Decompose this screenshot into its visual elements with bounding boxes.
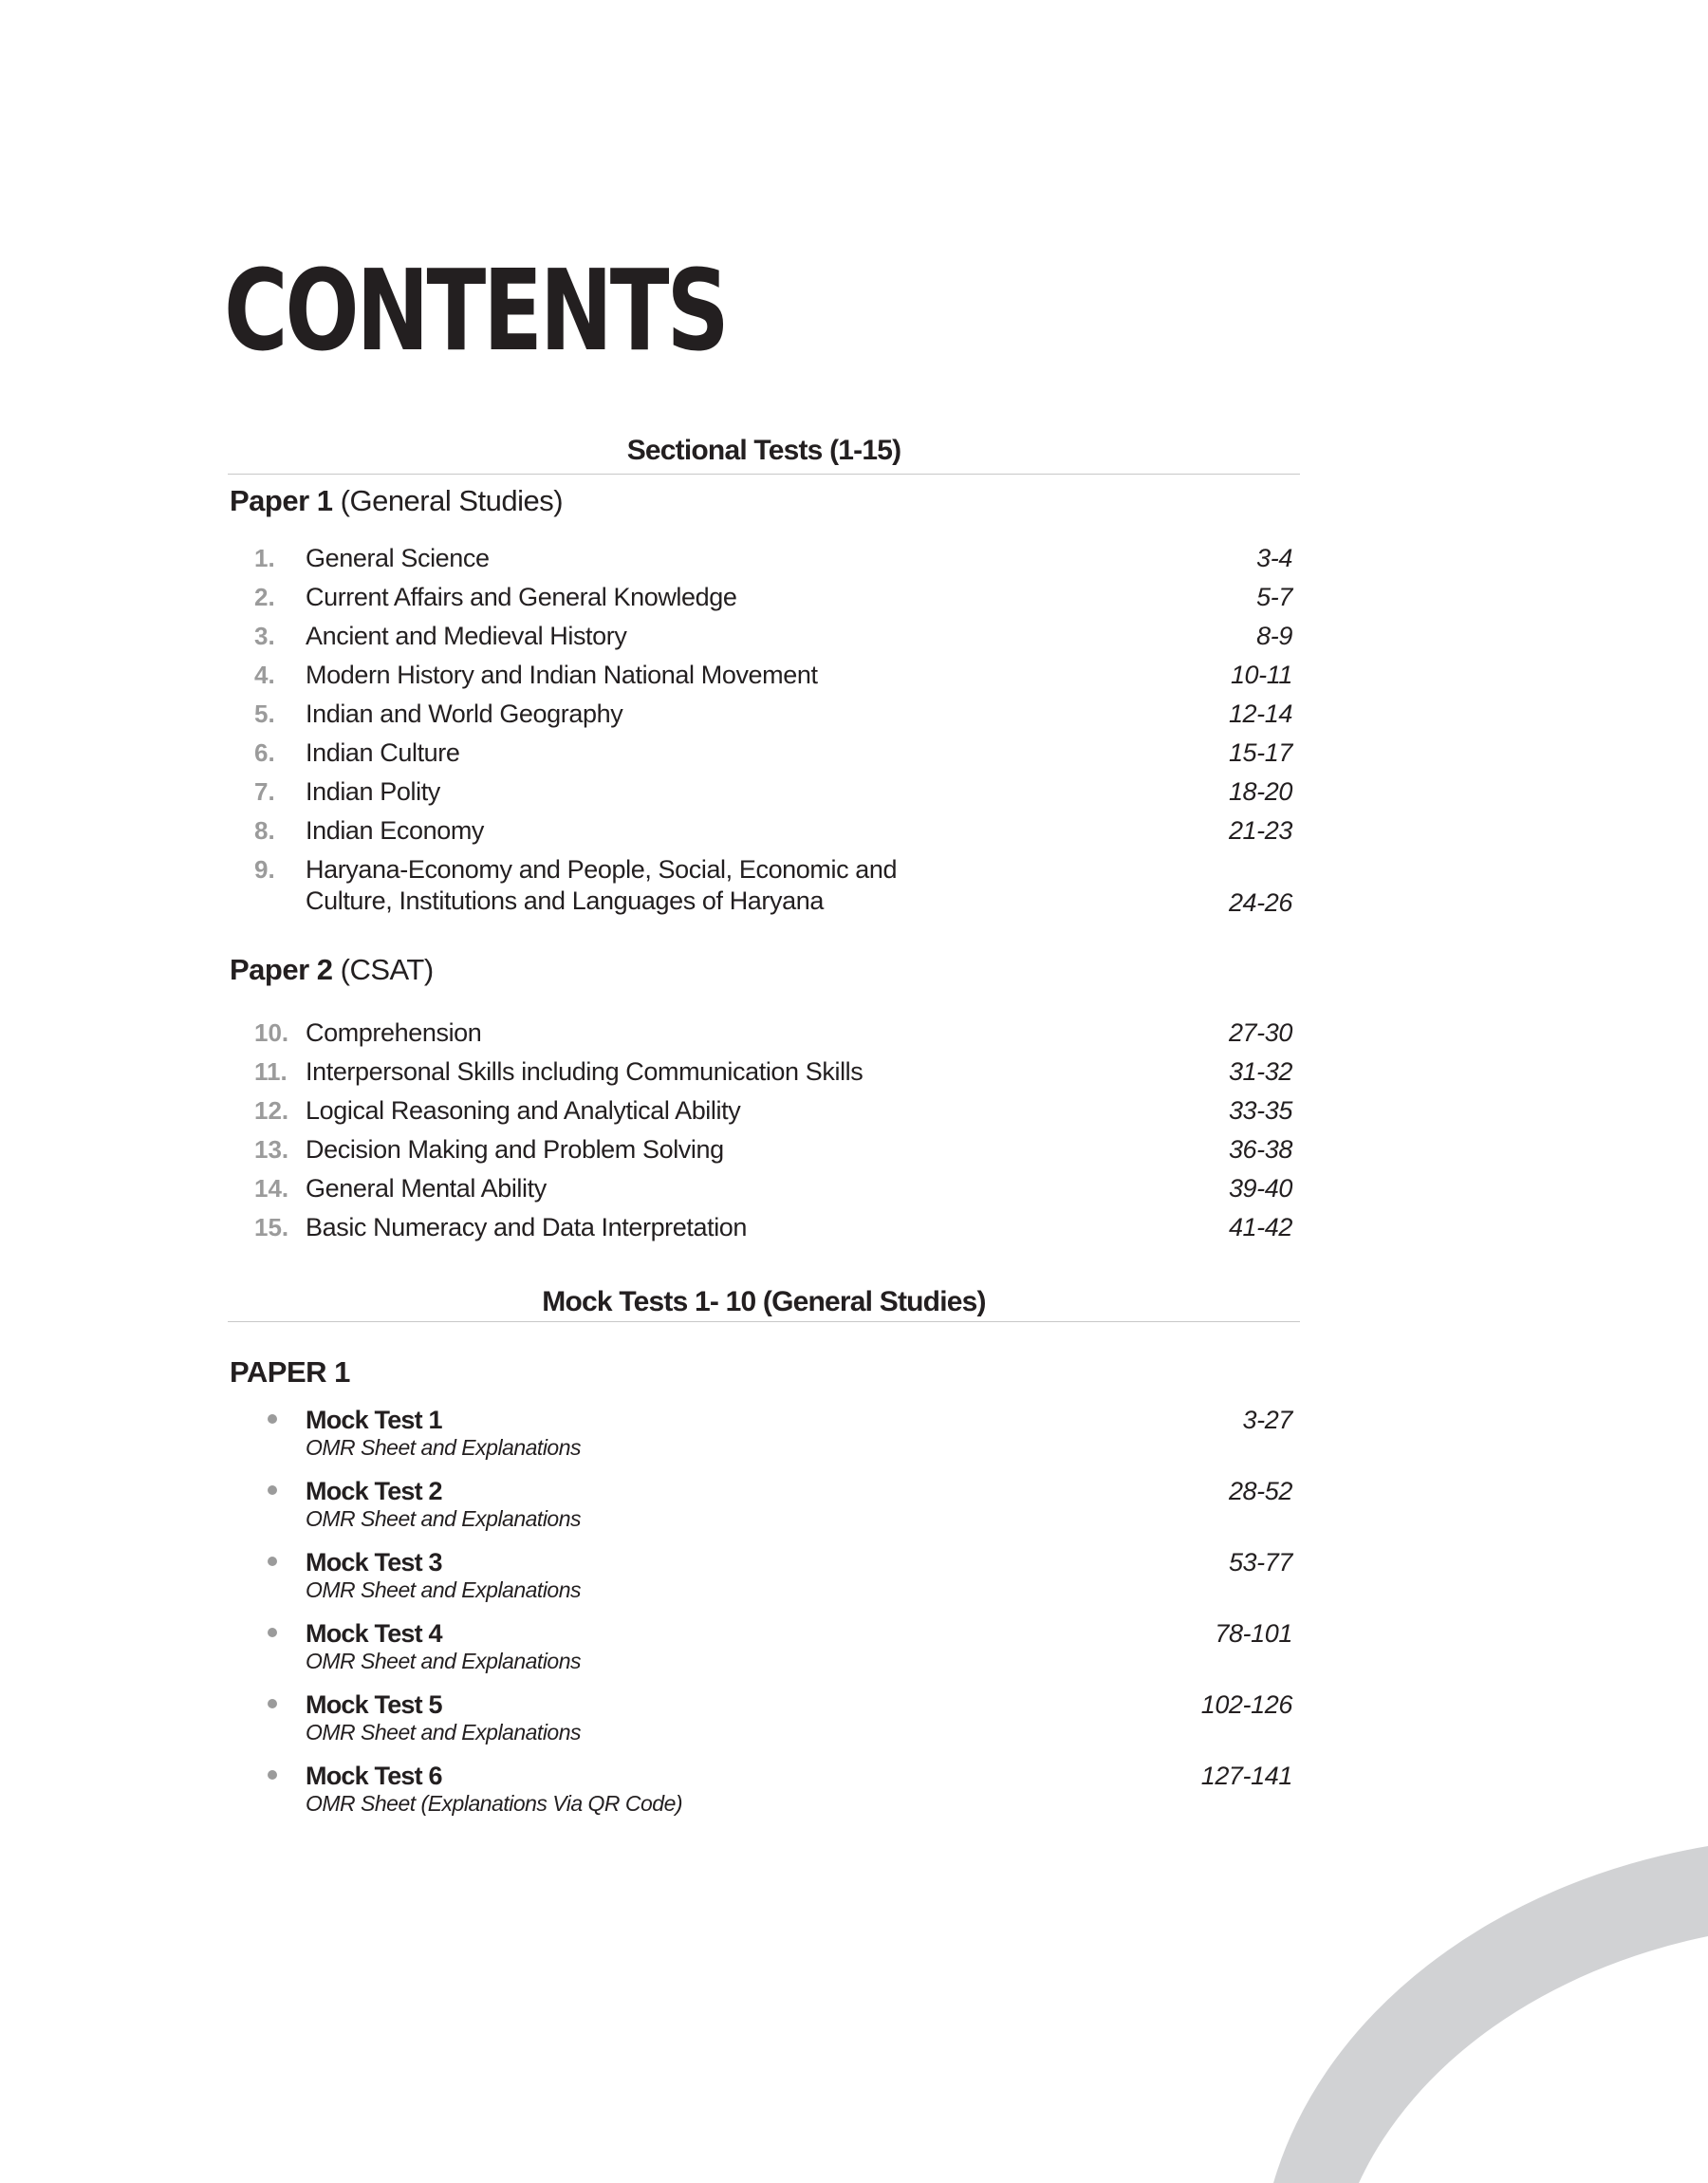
entry-pages: 41-42	[1228, 1213, 1292, 1241]
entry-number: 13.	[254, 1135, 289, 1164]
entry-number: 8.	[254, 816, 275, 845]
mock-paper-heading: PAPER 1	[230, 1355, 350, 1389]
entry-title: Decision Making and Problem Solving	[306, 1135, 724, 1164]
entry-pages: 39-40	[1228, 1174, 1292, 1203]
mock-test-subtitle: OMR Sheet and Explanations	[306, 1720, 582, 1745]
entry-title: Logical Reasoning and Analytical Ability	[306, 1096, 741, 1125]
toc-entry[interactable]	[228, 578, 1292, 616]
entry-title: Indian Economy	[306, 816, 485, 845]
toc-entry[interactable]	[228, 695, 1292, 733]
mock-test-subtitle: OMR Sheet and Explanations	[306, 1649, 582, 1673]
entry-pages: 12-14	[1228, 700, 1292, 728]
page-title: CONTENTS	[224, 245, 727, 376]
toc-entry[interactable]	[228, 773, 1292, 811]
entry-pages: 78-101	[1215, 1619, 1292, 1648]
entry-number: 14.	[254, 1174, 289, 1203]
toc-entry[interactable]	[228, 812, 1292, 849]
entry-number: 4.	[254, 661, 275, 689]
entry-title: Current Affairs and General Knowledge	[306, 583, 737, 611]
entry-pages: 10-11	[1230, 661, 1292, 689]
entry-pages: 21-23	[1228, 816, 1292, 845]
mock-test-subtitle: OMR Sheet (Explanations Via QR Code)	[306, 1791, 683, 1816]
entry-title: Modern History and Indian National Movement	[306, 661, 818, 689]
mock-test-title: Mock Test 2	[306, 1477, 442, 1505]
entry-pages: 33-35	[1228, 1096, 1292, 1125]
toc-entry[interactable]	[228, 1092, 1292, 1129]
toc-entry[interactable]	[228, 656, 1292, 694]
sectional-tests-heading: Sectional Tests (1-15)	[626, 435, 901, 466]
toc-entry[interactable]	[228, 1014, 1292, 1052]
entry-pages: 127-141	[1200, 1762, 1292, 1790]
entry-title: Interpersonal Skills including Communication Skills	[306, 1057, 863, 1086]
mock-test-entry[interactable]	[228, 1401, 1292, 1467]
entry-number: 12.	[254, 1096, 289, 1125]
mock-test-title: Mock Test 6	[306, 1762, 442, 1790]
toc-entry[interactable]	[228, 1169, 1292, 1207]
mock-tests-heading: Mock Tests 1- 10 (General Studies)	[542, 1286, 986, 1317]
paper-label: Paper 1	[230, 484, 333, 517]
entry-number: 1.	[254, 544, 275, 572]
paper-label: Paper 2	[230, 953, 333, 986]
entry-title: Ancient and Medieval History	[306, 622, 627, 650]
entry-pages: 3-4	[1256, 544, 1292, 572]
mock-test-title: Mock Test 5	[306, 1690, 442, 1719]
entry-pages: 28-52	[1228, 1477, 1292, 1505]
bullet-icon	[268, 1770, 277, 1780]
paper-subtitle: (General Studies)	[340, 484, 564, 517]
entry-title: Basic Numeracy and Data Interpretation	[306, 1213, 748, 1241]
entry-pages: 53-77	[1228, 1548, 1292, 1577]
mock-test-entry[interactable]	[228, 1614, 1292, 1681]
mock-test-entry[interactable]	[228, 1543, 1292, 1610]
paper-subtitle: (CSAT)	[340, 953, 434, 986]
entry-number: 11.	[254, 1057, 288, 1086]
mock-test-title: Mock Test 3	[306, 1548, 442, 1577]
entry-title: Haryana-Economy and People, Social, Economic and	[306, 855, 898, 884]
mock-test-subtitle: OMR Sheet and Explanations	[306, 1435, 582, 1460]
entry-title-line-2: Culture, Institutions and Languages of Haryana	[306, 886, 824, 915]
mock-test-entry[interactable]	[228, 1757, 1292, 1823]
toc-entry[interactable]	[228, 734, 1292, 772]
mock-test-subtitle: OMR Sheet and Explanations	[306, 1506, 582, 1531]
bullet-icon	[268, 1628, 277, 1637]
entry-number: 7.	[254, 777, 275, 806]
bullet-icon	[268, 1557, 277, 1566]
section-divider	[228, 1321, 1300, 1322]
entry-pages: 3-27	[1242, 1406, 1292, 1434]
entry-number: 2.	[254, 583, 275, 611]
bullet-icon	[268, 1699, 277, 1708]
entry-pages: 5-7	[1256, 583, 1292, 611]
entry-title: Indian Culture	[306, 738, 460, 767]
toc-entry[interactable]	[228, 617, 1292, 655]
toc-entry[interactable]	[228, 1053, 1292, 1091]
paper-2-heading	[230, 951, 434, 989]
entry-number: 10.	[254, 1018, 289, 1047]
entry-pages: 102-126	[1200, 1690, 1292, 1719]
bullet-icon	[268, 1485, 277, 1495]
entry-number: 9.	[254, 855, 275, 884]
mock-test-subtitle: OMR Sheet and Explanations	[306, 1577, 582, 1602]
entry-number: 5.	[254, 700, 275, 728]
entry-pages: 18-20	[1228, 777, 1292, 806]
entry-title: General Science	[306, 544, 490, 572]
entry-pages: 15-17	[1228, 738, 1292, 767]
toc-entry[interactable]	[228, 1208, 1292, 1246]
section-divider	[228, 474, 1300, 475]
mock-test-entry[interactable]	[228, 1686, 1292, 1752]
entry-pages: 31-32	[1228, 1057, 1292, 1086]
entry-pages: 27-30	[1228, 1018, 1292, 1047]
entry-pages: 8-9	[1256, 622, 1292, 650]
entry-pages: 36-38	[1228, 1135, 1292, 1164]
mock-test-title: Mock Test 4	[306, 1619, 442, 1648]
entry-title: General Mental Ability	[306, 1174, 547, 1203]
entry-title: Comprehension	[306, 1018, 482, 1047]
toc-entry[interactable]	[228, 1130, 1292, 1168]
entry-pages: 24-26	[1228, 888, 1292, 917]
toc-entry[interactable]	[228, 850, 1292, 926]
entry-title: Indian and World Geography	[306, 700, 623, 728]
mock-test-title: Mock Test 1	[306, 1406, 442, 1434]
entry-number: 6.	[254, 738, 275, 767]
entry-title: Indian Polity	[306, 777, 440, 806]
toc-entry[interactable]	[228, 539, 1292, 577]
paper-1-heading	[230, 482, 563, 520]
entry-number: 3.	[254, 622, 275, 650]
mock-test-entry[interactable]	[228, 1472, 1292, 1539]
bullet-icon	[268, 1414, 277, 1424]
entry-number: 15.	[254, 1213, 289, 1241]
